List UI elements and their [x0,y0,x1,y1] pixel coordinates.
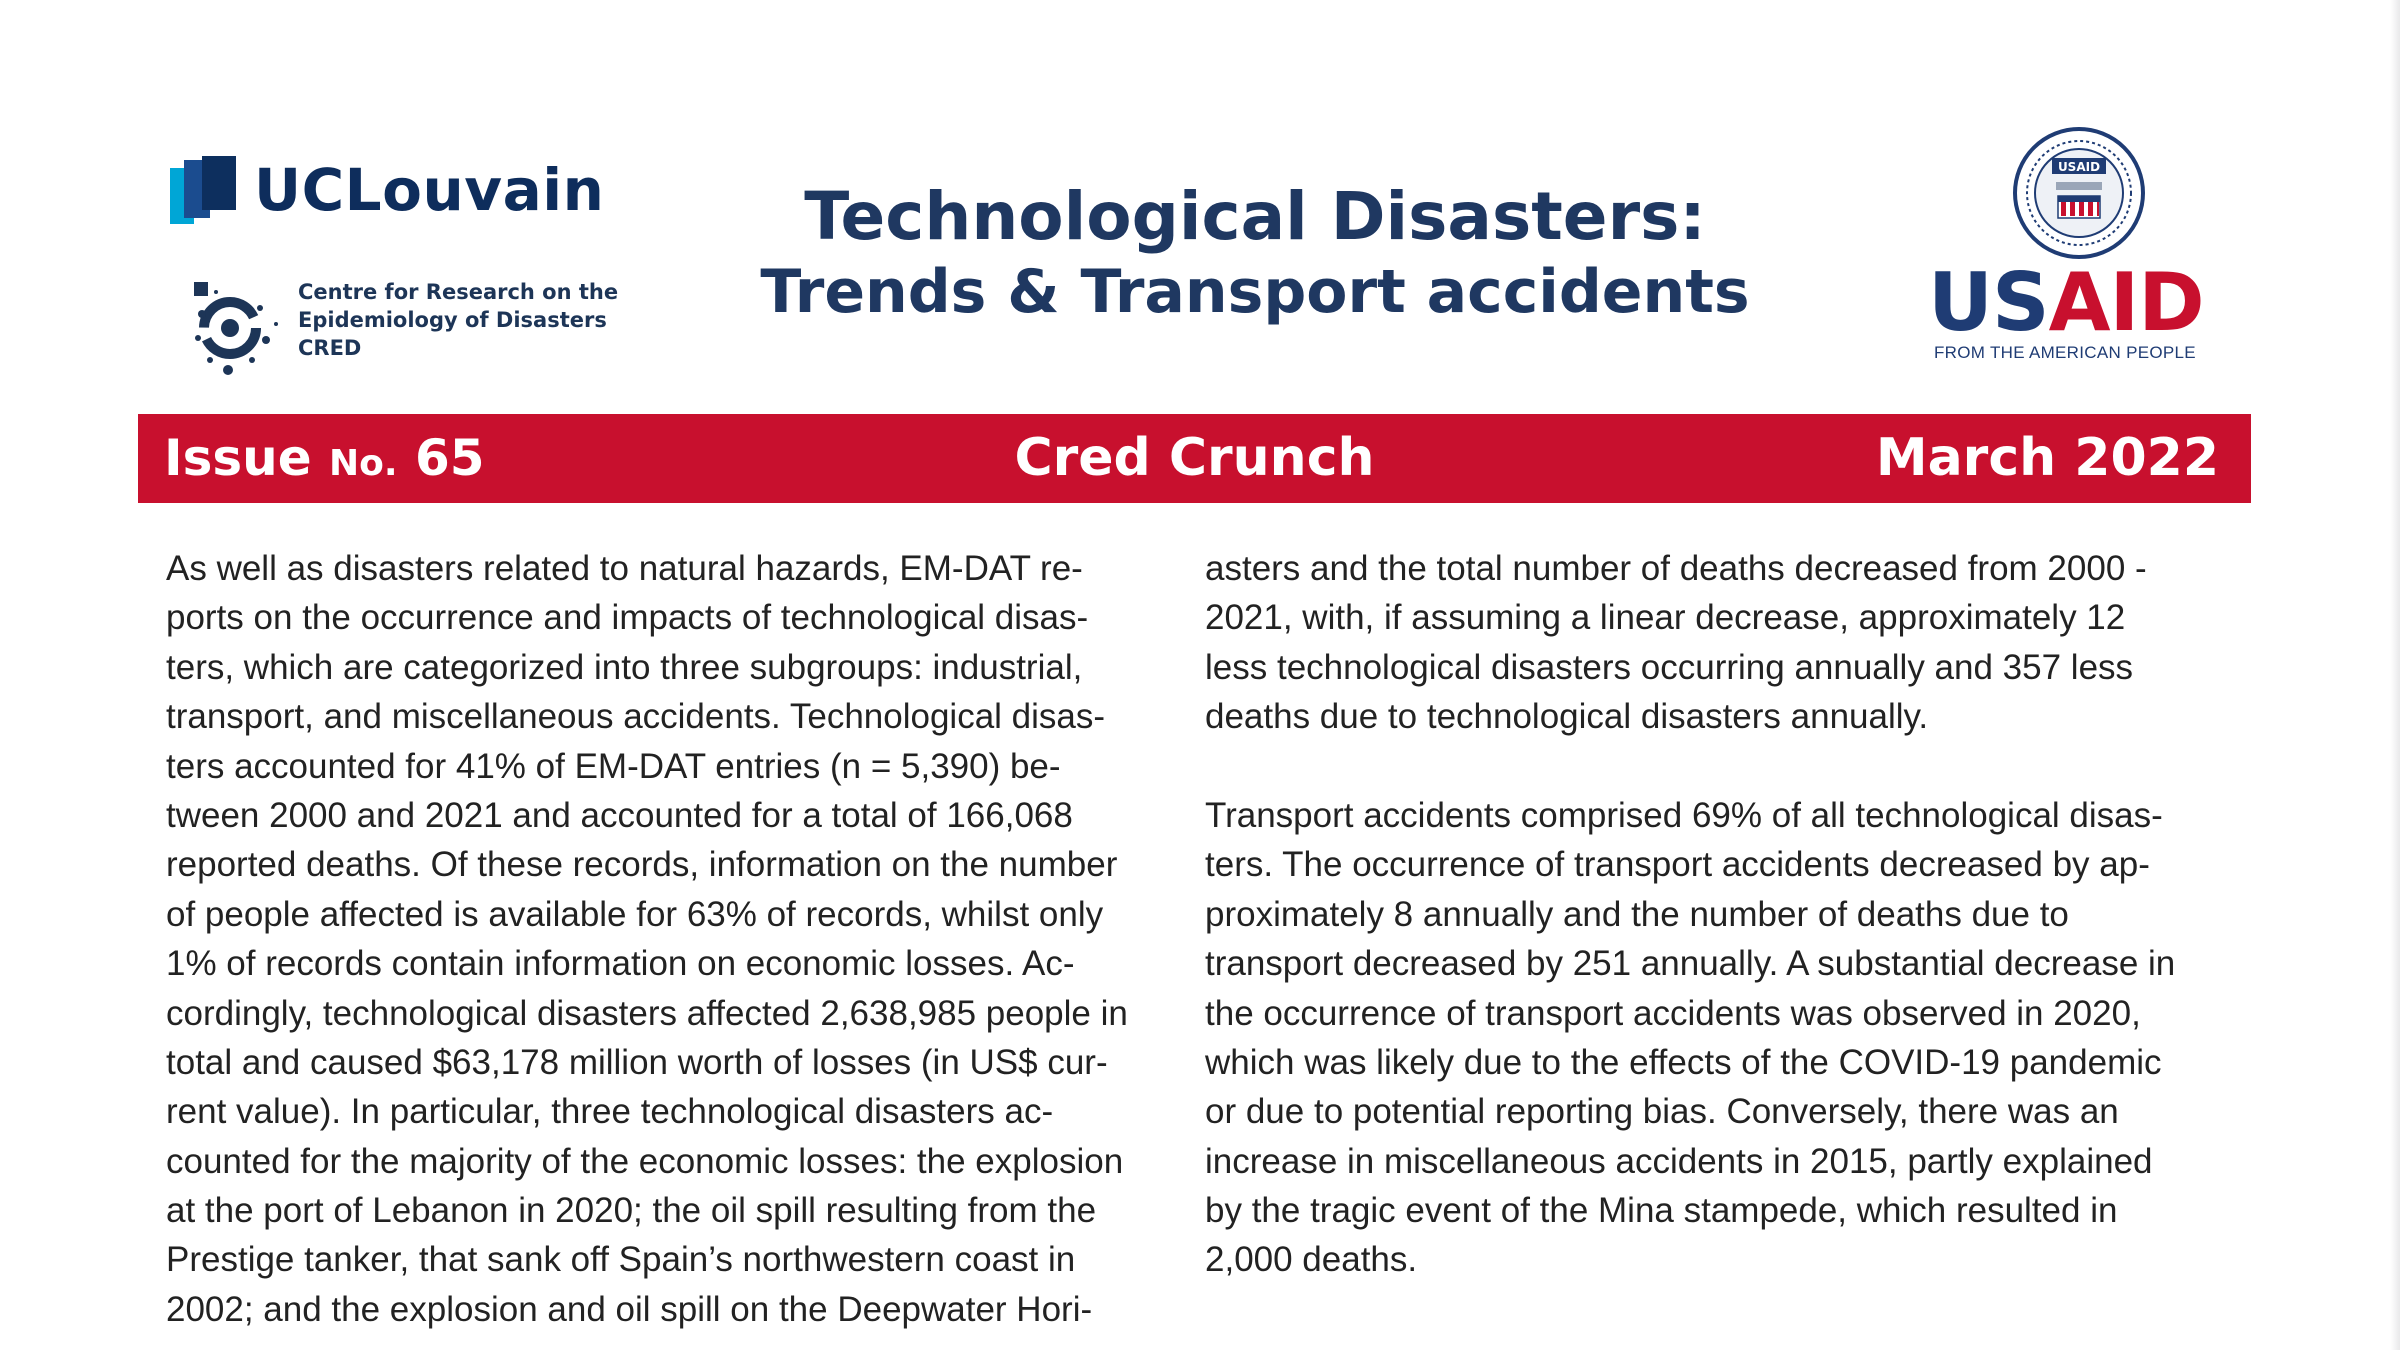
title-line-2: Trends & Transport accidents [760,257,1750,327]
page-edge-shadow [2390,0,2400,1350]
paragraph-transport [1205,791,2255,1285]
body-line: transport decreased by 251 annually. A substantial decrease in [1205,944,2176,984]
body-line: ters accounted for 41% of EM-DAT entries (n = 5,390) be- [166,746,1061,786]
cred-line-3: CRED [298,336,362,360]
body-line: Transport accidents comprised 69% of all technological disas- [1205,795,2163,835]
body-line: As well as disasters related to natural hazards, EM-DAT re- [166,549,1083,588]
usaid-word-us: US [1928,256,2049,349]
body-column-left [166,544,1196,1334]
issue-date: March 2022 [1875,428,2219,488]
page-title [700,180,1810,330]
body-line: 2021, with, if assuming a linear decrease, approximately 12 [1205,598,2126,638]
body-line: by the tragic event of the Mina stampede, which resulted in [1205,1191,2118,1231]
body-line: or due to potential reporting bias. Conversely, there was an [1205,1092,2119,1132]
body-line: 2002; and the explosion and oil spill on the Deepwater Hori- [166,1289,1093,1329]
usaid-seal-label: USAID [2057,160,2101,174]
body-line: transport, and miscellaneous accidents. Technological disas- [166,697,1106,737]
body-line: deaths due to technological disasters annually. [1205,697,1929,737]
issue-prefix: Issue [164,429,330,487]
cred-line-1: Centre for Research on the [298,280,619,304]
body-line: asters and the total number of deaths decreased from 2000 - [1205,549,2147,588]
usaid-wordmark [1928,258,2204,348]
publication-name: Cred Crunch [1014,428,1375,488]
issue-no: No. [329,443,398,484]
body-line: which was likely due to the effects of the COVID-19 pandemic [1205,1042,2162,1082]
body-column-right [1205,544,2255,1285]
body-line: 1% of records contain information on economic losses. Ac- [166,944,1075,984]
body-line: cordingly, technological disasters affected 2,638,985 people in [166,993,1128,1033]
cred-globe-icon [186,278,286,378]
body-line: reported deaths. Of these records, information on the number [166,845,1118,885]
usaid-word-aid: AID [2048,256,2204,349]
paragraph-trends [1205,544,2255,742]
issue-value: 65 [397,429,485,487]
body-line: increase in miscellaneous accidents in 2015, partly explained [1205,1141,2153,1181]
paragraph-gap [1205,742,2255,791]
body-line: less technological disasters occurring annually and 357 less [1205,647,2134,687]
body-line: counted for the majority of the economic losses: the explosion [166,1141,1124,1181]
body-line: ters, which are categorized into three subgroups: industrial, [166,647,1083,687]
body-line: at the port of Lebanon in 2020; the oil spill resulting from the [166,1191,1097,1231]
body-line: tween 2000 and 2021 and accounted for a total of 166,068 [166,795,1073,835]
title-line-1: Technological Disasters: [804,178,1706,255]
cred-logo [186,278,618,378]
body-line: of people affected is available for 63% of records, whilst only [166,894,1104,934]
uclouvain-wordmark: UCLouvain [254,156,605,224]
body-line: proximately 8 annually and the number of deaths due to [1205,894,2069,934]
uclouvain-logo [170,150,604,230]
body-line: the occurrence of transport accidents was observed in 2020, [1205,993,2141,1033]
body-line: total and caused $63,178 million worth of losses (in US$ cur- [166,1042,1108,1082]
body-line: 2,000 deaths. [1205,1240,1418,1280]
cred-line-2: Epidemiology of Disasters [298,308,607,332]
body-line: Prestige tanker, that sank off Spain’s northwestern coast in [166,1240,1076,1280]
cred-name [298,278,618,362]
body-line: rent value). In particular, three technological disasters ac- [166,1092,1054,1132]
body-line: ports on the occurrence and impacts of technological disas- [166,598,1089,638]
issue-banner [138,414,2251,503]
usaid-tagline: FROM THE AMERICAN PEOPLE [1934,343,2196,362]
body-line: ters. The occurrence of transport accidents decreased by ap- [1205,845,2150,885]
uclouvain-mark-icon [170,156,236,224]
usaid-seal-icon [2012,126,2146,260]
